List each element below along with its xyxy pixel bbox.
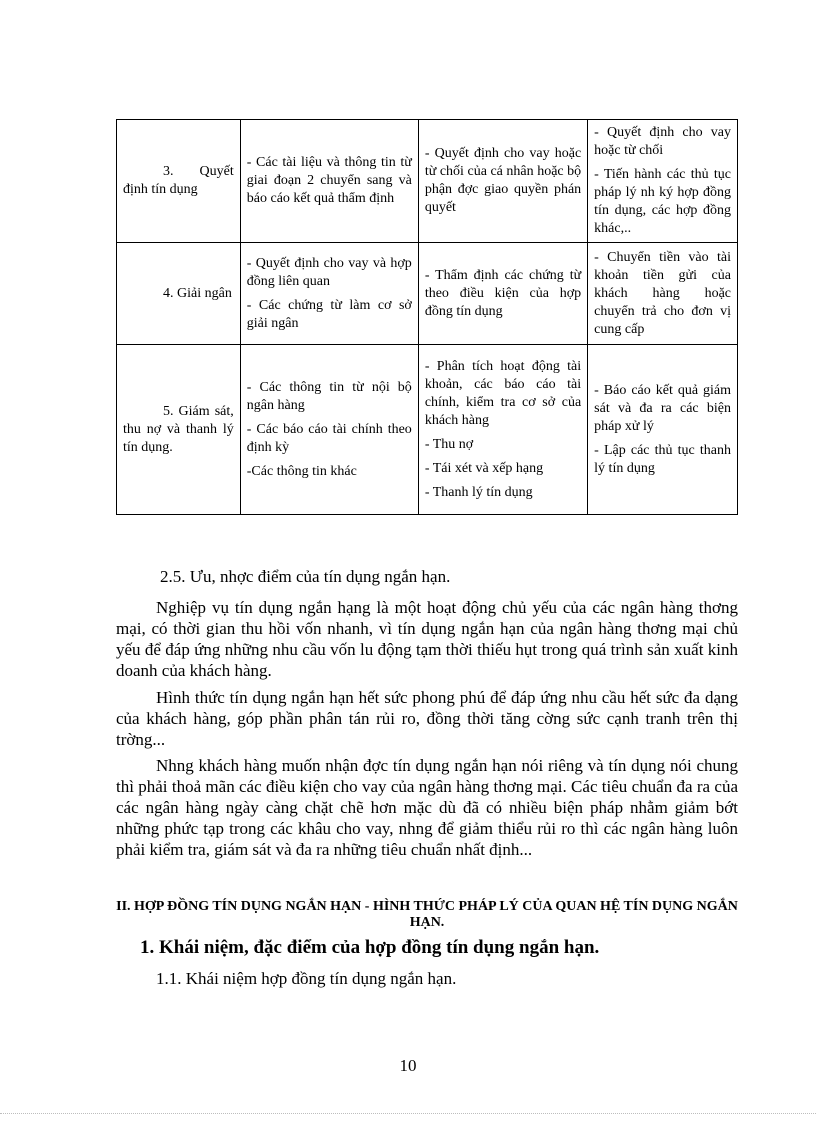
- body-paragraph: Hình thức tín dụng ngắn hạn hết sức phong phú để đáp ứng nhu cầu hết sức đa dạng của khách hàng, góp phần phân tán rủi ro, đồng thời tăng cờng sức cạnh tranh trên thị trờng...: [116, 688, 738, 749]
- cell-text: - Quyết định cho vay và hợp đồng liên quan: [246, 255, 412, 289]
- cell-text: - Các chứng từ làm cơ sở giải ngân: [246, 297, 412, 331]
- cell-text: - Tiến hành các thủ tục pháp lý nh ký hợp đồng tín dụng, các hợp đồng khác,..: [594, 167, 731, 236]
- table-row: [117, 120, 738, 243]
- cell-text: - Thu nợ: [424, 436, 474, 452]
- activities-cell: [418, 243, 587, 345]
- table-row: [117, 345, 738, 515]
- cell-text: - Các báo cáo tài chính theo định kỳ: [246, 421, 412, 455]
- body-paragraph: Nghiệp vụ tín dụng ngắn hạng là một hoạt động chủ yếu của các ngân hàng thơng mại, có thời gian thu hồi vốn nhanh, vì tín dụng ngắn hạn của ngân hàng thơng mại chủ yếu để đáp ứng những nhu cầu vốn lu động tạm thời thiếu hụt trong quá trình sản xuất kinh doanh của khách hàng.: [116, 598, 738, 680]
- cell-text: - Thẩm định các chứng từ theo điều kiện của hợp đồng tín dụng: [424, 267, 582, 319]
- cell-text: - Chuyển tiền vào tài khoản tiền gửi của khách hàng hoặc chuyển trả cho đơn vị cung cấp: [594, 249, 731, 337]
- cell-text: - Các tài liệu và thông tin từ giai đoạn 2 chuyển sang và báo cáo kết quả thẩm định: [246, 155, 412, 206]
- cell-text: - Lập các thủ tục thanh lý tín dụng: [594, 442, 731, 476]
- inputs-cell: [240, 243, 418, 345]
- page-bottom-divider: [0, 1113, 816, 1114]
- outputs-cell: [588, 345, 738, 515]
- inputs-cell: [240, 120, 418, 243]
- activities-cell: [418, 345, 587, 515]
- chapter-heading: II. HỢP ĐỒNG TÍN DỤNG NGẮN HẠN - HÌNH THỨC PHÁP LÝ CỦA QUAN HỆ TÍN DỤNG NGẮN HẠN.: [116, 899, 738, 930]
- stage-cell: 4. Giải ngân: [117, 243, 241, 345]
- cell-text: - Quyết định cho vay hoặc từ chối của cá nhân hoặc bộ phận đợc giao quyền phán quyết: [424, 146, 582, 215]
- cell-text: -Các thông tin khác: [246, 463, 357, 479]
- stage-cell: 5. Giám sát, thu nợ và thanh lý tín dụng.: [117, 345, 241, 515]
- body-paragraph: Nhng khách hàng muốn nhận đợc tín dụng ngắn hạn nói riêng và tín dụng nói chung thì phải thoả mãn các điều kiện cho vay của ngân hàng thơng mại. Các tiêu chuẩn đa ra của các ngân hàng ngày càng chặt chẽ hơn mặc dù đã có nhiều biện pháp nhằm giảm bớt những phức tạp trong các khâu cho vay, nhng để giảm thiểu rủi ro thì các ngân hàng luôn phải kiểm tra, giám sát và đa ra những tiêu chuẩn nhất định...: [116, 756, 738, 859]
- cell-text: - Tái xét và xếp hạng: [424, 460, 544, 476]
- stage-cell: 3. Quyết định tín dụng: [117, 120, 241, 243]
- table-row: [117, 243, 738, 345]
- cell-text: - Các thông tin từ nội bộ ngân hàng: [246, 379, 412, 413]
- credit-process-table: [116, 119, 738, 515]
- cell-text: - Báo cáo kết quả giám sát và đa ra các biện pháp xử lý: [594, 382, 731, 434]
- activities-cell: [418, 120, 587, 243]
- outputs-cell: [588, 120, 738, 243]
- cell-text: - Thanh lý tín dụng: [424, 484, 533, 500]
- page-number: 10: [399, 1056, 417, 1075]
- inputs-cell: [240, 345, 418, 515]
- outputs-cell: [588, 243, 738, 345]
- cell-text: - Quyết định cho vay hoặc từ chối: [594, 125, 731, 158]
- cell-text: - Phân tích hoạt động tài khoản, các báo cáo tài chính, kiểm tra cơ sở của khách hàng: [424, 358, 582, 428]
- section-heading: 1. Khái niệm, đặc điểm của hợp đồng tín dụng ngắn hạn.: [140, 937, 600, 958]
- subsection-heading: 1.1. Khái niệm hợp đồng tín dụng ngắn hạn.: [156, 969, 457, 988]
- section-heading-2-5: 2.5. Ưu, nhợc điểm của tín dụng ngắn hạn.: [160, 567, 451, 586]
